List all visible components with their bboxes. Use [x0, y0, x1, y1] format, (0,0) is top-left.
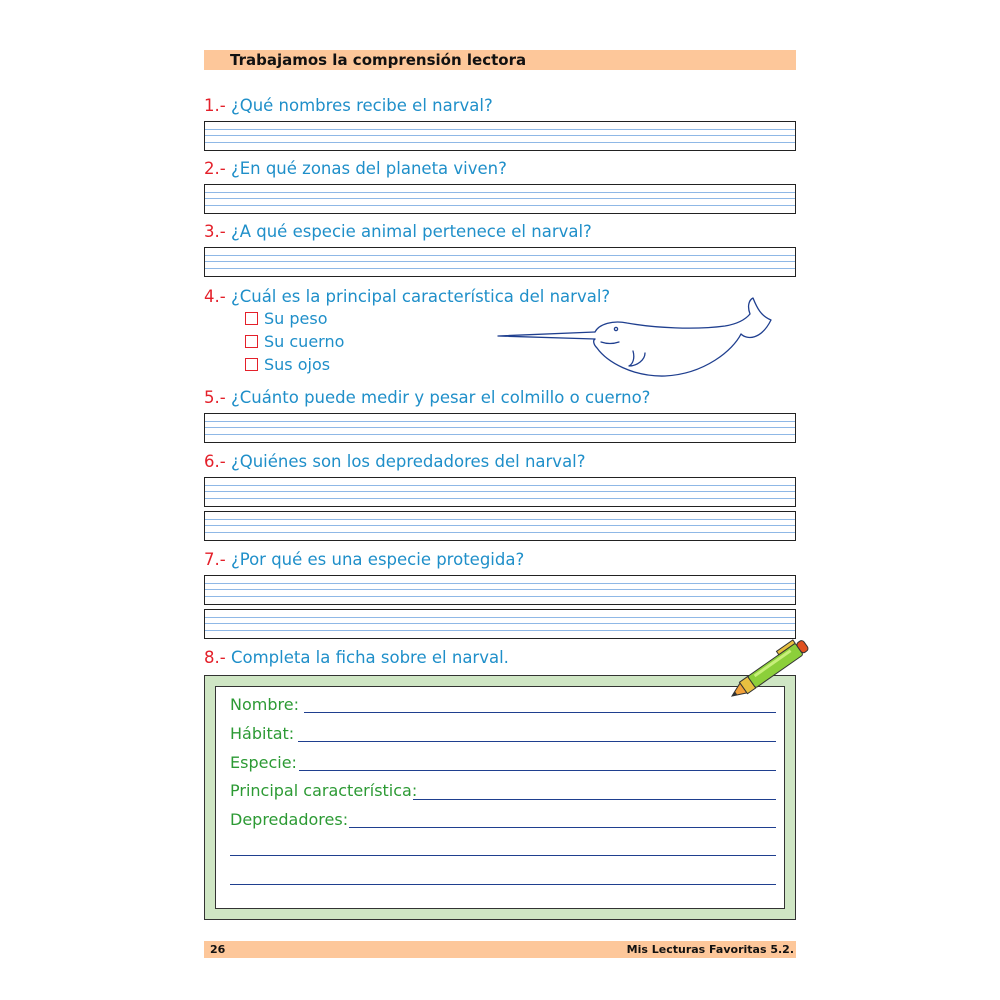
- field-line-especie[interactable]: [299, 770, 776, 771]
- question-number: 4.-: [204, 287, 226, 306]
- field-line-extra-2[interactable]: [230, 884, 776, 885]
- question-text: ¿A qué especie animal pertenece el narval?: [230, 222, 592, 241]
- field-label-depredadores: Depredadores:: [230, 810, 349, 829]
- question-text: ¿Cuánto puede medir y pesar el colmillo o cuerno?: [230, 388, 651, 407]
- question-text: ¿En qué zonas del planeta viven?: [230, 159, 507, 178]
- question-number: 1.-: [204, 96, 226, 115]
- question-text: ¿Quiénes son los depredadores del narval?: [230, 452, 586, 471]
- pen-icon: [722, 628, 822, 703]
- field-label-habitat: Hábitat:: [230, 724, 295, 743]
- question-number: 6.-: [204, 452, 226, 471]
- option-label: Su peso: [264, 309, 328, 328]
- field-label-nombre: Nombre:: [230, 695, 299, 714]
- answer-box-7a[interactable]: [204, 575, 796, 605]
- answer-box-3[interactable]: [204, 247, 796, 277]
- question-7: [204, 550, 524, 570]
- answer-box-6a[interactable]: [204, 477, 796, 507]
- question-text: ¿Cuál es la principal característica del narval?: [230, 287, 611, 306]
- answer-box-2[interactable]: [204, 184, 796, 214]
- question-3: [204, 222, 592, 242]
- question-number: 8.-: [204, 648, 226, 667]
- option-label: Sus ojos: [264, 355, 331, 374]
- question-number: 7.-: [204, 550, 226, 569]
- book-title: Mis Lecturas Favoritas 5.2.: [626, 943, 794, 956]
- question-6: [204, 452, 586, 472]
- checkbox[interactable]: [245, 312, 258, 325]
- option-sus-ojos[interactable]: [245, 355, 330, 375]
- field-line-extra-1[interactable]: [230, 855, 776, 856]
- question-8: [204, 648, 509, 668]
- option-su-peso[interactable]: [245, 309, 328, 329]
- checkbox[interactable]: [245, 335, 258, 348]
- field-line-nombre[interactable]: [304, 712, 776, 713]
- option-su-cuerno[interactable]: [245, 332, 344, 352]
- page-number: 26: [210, 943, 226, 956]
- page-title: Trabajamos la comprensión lectora: [230, 51, 527, 69]
- answer-box-7b[interactable]: [204, 609, 796, 639]
- answer-box-5[interactable]: [204, 413, 796, 443]
- checkbox[interactable]: [245, 358, 258, 371]
- field-line-depredadores[interactable]: [349, 827, 776, 828]
- answer-box-1[interactable]: [204, 121, 796, 151]
- field-label-caracteristica: Principal característica:: [230, 781, 418, 800]
- question-number: 3.-: [204, 222, 226, 241]
- question-number: 2.-: [204, 159, 226, 178]
- field-label-especie: Especie:: [230, 753, 297, 772]
- question-text: ¿Qué nombres recibe el narval?: [230, 96, 493, 115]
- question-2: [204, 159, 507, 179]
- question-text: Completa la ficha sobre el narval.: [230, 648, 509, 667]
- field-line-habitat[interactable]: [298, 741, 776, 742]
- question-5: [204, 388, 650, 408]
- question-text: ¿Por qué es una especie protegida?: [230, 550, 525, 569]
- answer-box-6b[interactable]: [204, 511, 796, 541]
- question-number: 5.-: [204, 388, 226, 407]
- narwhal-illustration: [495, 296, 775, 378]
- field-line-caracteristica[interactable]: [413, 799, 776, 800]
- option-label: Su cuerno: [264, 332, 345, 351]
- question-1: [204, 96, 493, 116]
